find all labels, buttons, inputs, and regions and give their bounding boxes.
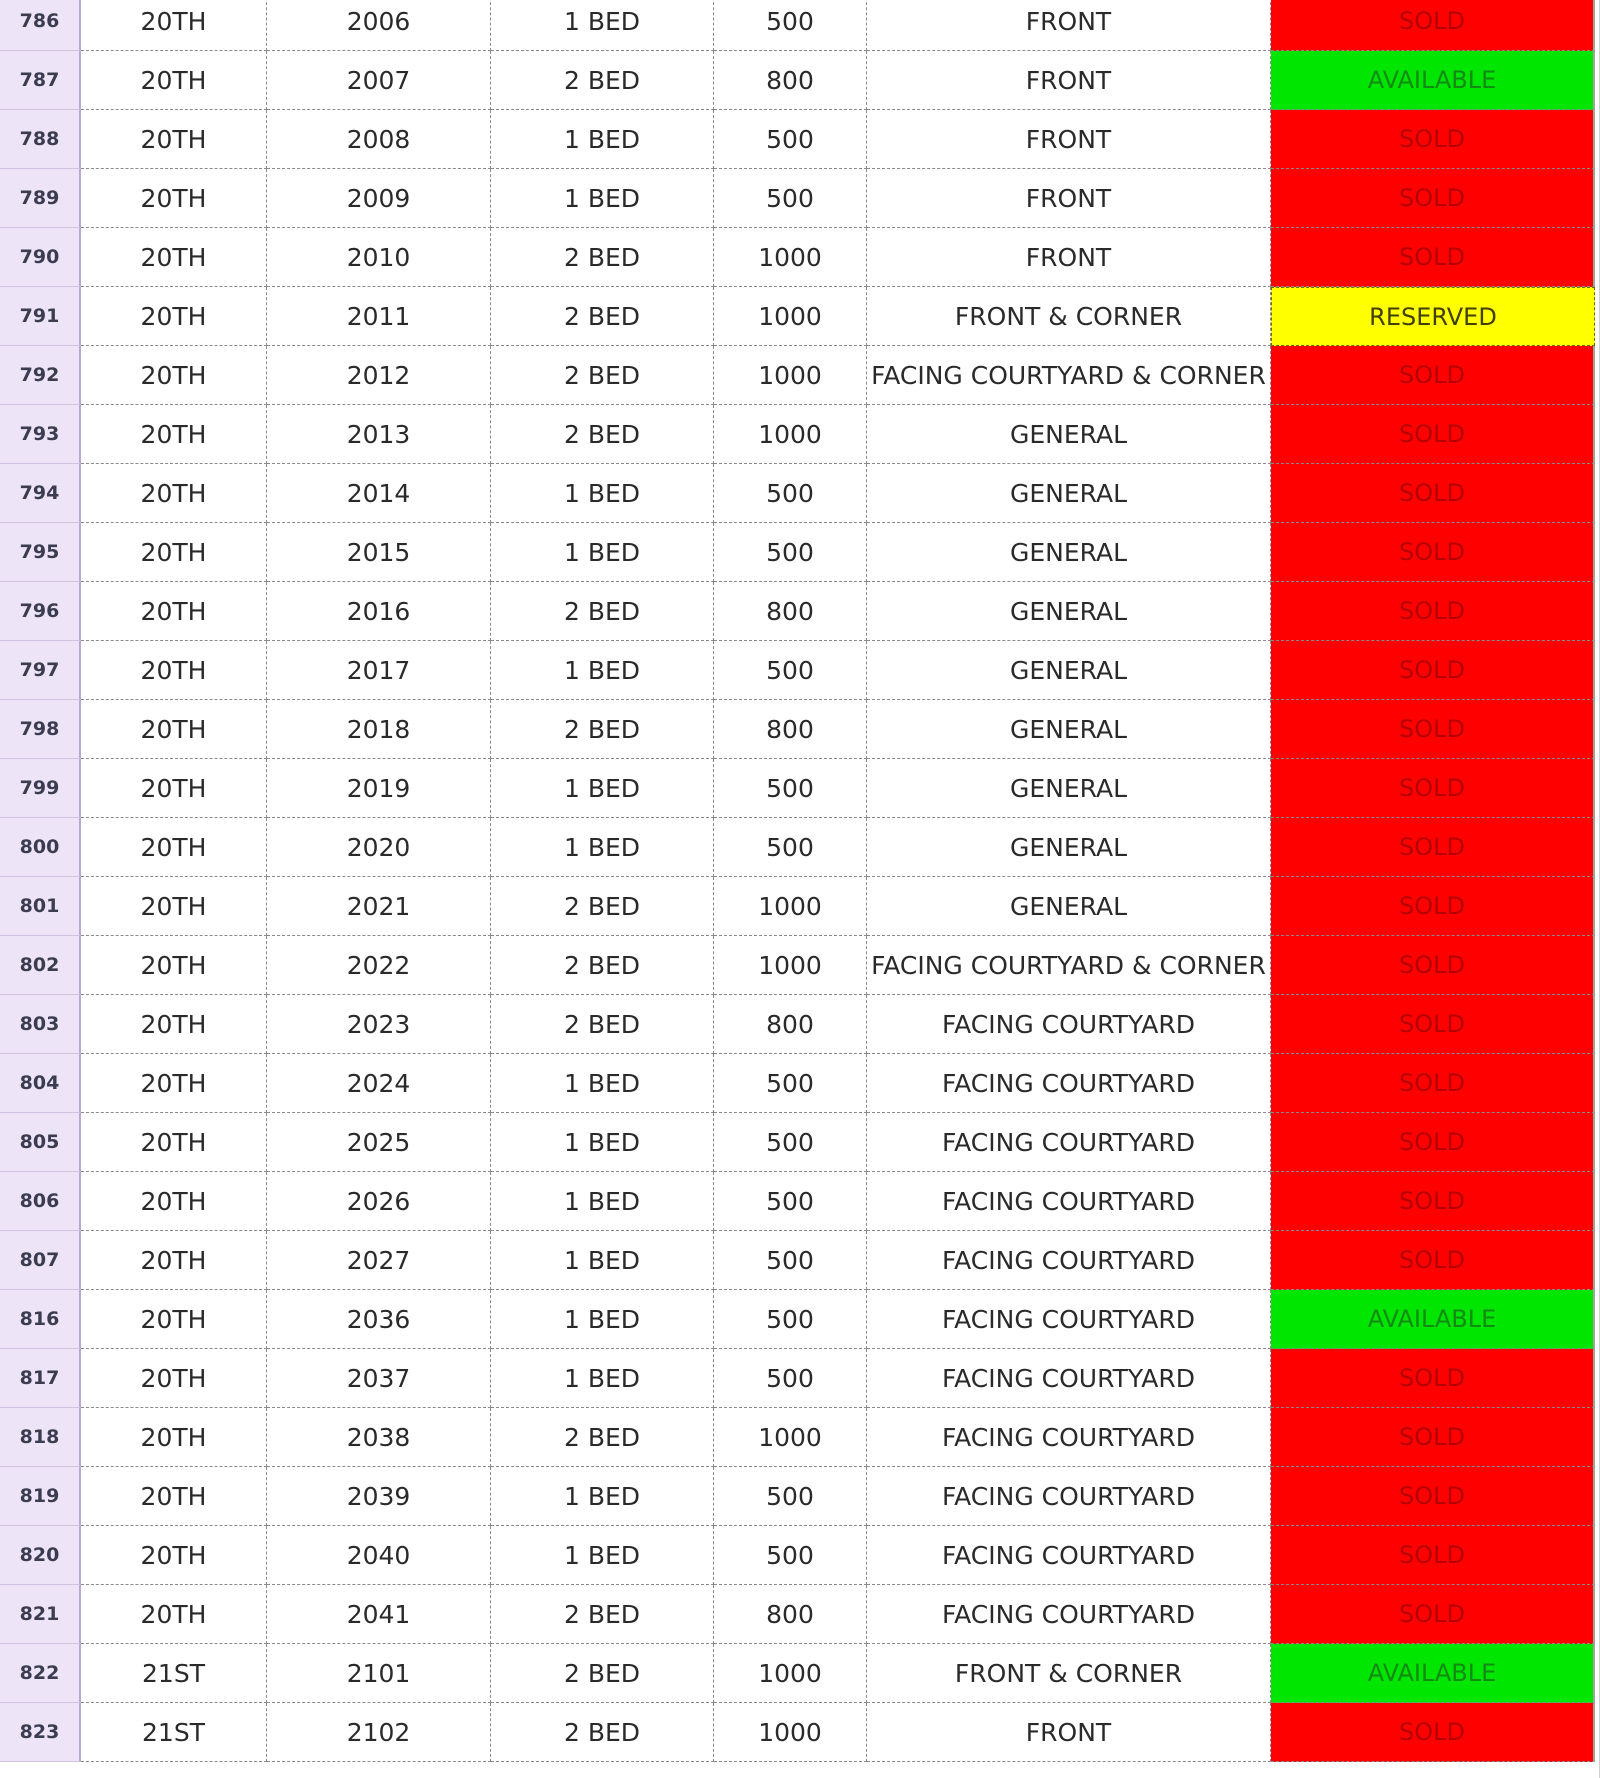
floor-cell[interactable]: 20TH [81,1113,267,1172]
view-cell[interactable]: FACING COURTYARD [867,1467,1271,1526]
floor-cell[interactable]: 20TH [81,700,267,759]
row-header[interactable]: 789 [0,169,81,228]
row-header[interactable]: 820 [0,1526,81,1585]
size-cell[interactable]: 1000 [714,877,867,936]
size-cell[interactable]: 500 [714,1467,867,1526]
unit-number-cell[interactable]: 2022 [267,936,491,995]
row-header[interactable]: 791 [0,287,81,346]
status-cell[interactable]: SOLD [1271,936,1595,995]
row-header[interactable]: 795 [0,523,81,582]
floor-cell[interactable]: 20TH [81,1054,267,1113]
row-header[interactable]: 787 [0,51,81,110]
view-cell[interactable]: FACING COURTYARD & CORNER [867,936,1271,995]
row-header[interactable]: 796 [0,582,81,641]
row-header[interactable]: 794 [0,464,81,523]
floor-cell[interactable]: 20TH [81,523,267,582]
status-cell[interactable]: SOLD [1271,1467,1595,1526]
status-cell[interactable]: SOLD [1271,523,1595,582]
unit-type-cell[interactable]: 1 BED [491,0,714,51]
status-cell[interactable]: SOLD [1271,700,1595,759]
unit-type-cell[interactable]: 2 BED [491,51,714,110]
row-header[interactable]: 801 [0,877,81,936]
view-cell[interactable]: FACING COURTYARD [867,1172,1271,1231]
unit-type-cell[interactable]: 2 BED [491,228,714,287]
floor-cell[interactable]: 20TH [81,641,267,700]
unit-type-cell[interactable]: 2 BED [491,287,714,346]
view-cell[interactable]: FRONT [867,51,1271,110]
floor-cell[interactable]: 20TH [81,0,267,51]
floor-cell[interactable]: 20TH [81,936,267,995]
size-cell[interactable]: 500 [714,1054,867,1113]
floor-cell[interactable]: 20TH [81,228,267,287]
unit-number-cell[interactable]: 2026 [267,1172,491,1231]
status-cell[interactable]: AVAILABLE [1271,1644,1595,1703]
floor-cell[interactable]: 20TH [81,1408,267,1467]
unit-type-cell[interactable]: 2 BED [491,700,714,759]
view-cell[interactable]: FACING COURTYARD [867,1349,1271,1408]
view-cell[interactable]: FACING COURTYARD [867,1526,1271,1585]
size-cell[interactable]: 800 [714,995,867,1054]
row-header[interactable]: 802 [0,936,81,995]
view-cell[interactable]: FACING COURTYARD [867,1408,1271,1467]
row-header[interactable]: 799 [0,759,81,818]
unit-type-cell[interactable]: 1 BED [491,1526,714,1585]
row-header[interactable]: 818 [0,1408,81,1467]
size-cell[interactable]: 500 [714,1172,867,1231]
status-cell[interactable]: SOLD [1271,110,1595,169]
size-cell[interactable]: 500 [714,759,867,818]
status-cell[interactable]: SOLD [1271,995,1595,1054]
unit-number-cell[interactable]: 2015 [267,523,491,582]
floor-cell[interactable]: 20TH [81,1172,267,1231]
unit-number-cell[interactable]: 2020 [267,818,491,877]
status-cell[interactable]: SOLD [1271,1585,1595,1644]
unit-number-cell[interactable]: 2013 [267,405,491,464]
unit-number-cell[interactable]: 2021 [267,877,491,936]
size-cell[interactable]: 800 [714,582,867,641]
view-cell[interactable]: FACING COURTYARD [867,1585,1271,1644]
status-cell[interactable]: RESERVED [1271,287,1595,346]
row-header[interactable]: 786 [0,0,81,51]
unit-type-cell[interactable]: 1 BED [491,1349,714,1408]
view-cell[interactable]: FRONT [867,228,1271,287]
floor-cell[interactable]: 20TH [81,405,267,464]
status-cell[interactable]: SOLD [1271,0,1595,51]
status-cell[interactable]: SOLD [1271,346,1595,405]
floor-cell[interactable]: 20TH [81,759,267,818]
floor-cell[interactable]: 20TH [81,1290,267,1349]
status-cell[interactable]: SOLD [1271,641,1595,700]
unit-type-cell[interactable]: 2 BED [491,1585,714,1644]
view-cell[interactable]: GENERAL [867,464,1271,523]
view-cell[interactable]: GENERAL [867,700,1271,759]
unit-number-cell[interactable]: 2037 [267,1349,491,1408]
unit-type-cell[interactable]: 2 BED [491,582,714,641]
view-cell[interactable]: GENERAL [867,877,1271,936]
size-cell[interactable]: 1000 [714,405,867,464]
unit-type-cell[interactable]: 2 BED [491,877,714,936]
size-cell[interactable]: 500 [714,523,867,582]
unit-number-cell[interactable]: 2025 [267,1113,491,1172]
view-cell[interactable]: FRONT [867,169,1271,228]
unit-number-cell[interactable]: 2019 [267,759,491,818]
unit-type-cell[interactable]: 1 BED [491,1054,714,1113]
floor-cell[interactable]: 20TH [81,1526,267,1585]
unit-type-cell[interactable]: 1 BED [491,1290,714,1349]
row-header[interactable]: 798 [0,700,81,759]
view-cell[interactable]: GENERAL [867,818,1271,877]
view-cell[interactable]: FACING COURTYARD [867,1113,1271,1172]
unit-number-cell[interactable]: 2038 [267,1408,491,1467]
status-cell[interactable]: SOLD [1271,1113,1595,1172]
size-cell[interactable]: 500 [714,818,867,877]
floor-cell[interactable]: 20TH [81,464,267,523]
row-header[interactable]: 806 [0,1172,81,1231]
unit-type-cell[interactable]: 1 BED [491,1172,714,1231]
unit-type-cell[interactable]: 1 BED [491,1113,714,1172]
row-header[interactable]: 803 [0,995,81,1054]
size-cell[interactable]: 500 [714,169,867,228]
unit-type-cell[interactable]: 1 BED [491,759,714,818]
unit-number-cell[interactable]: 2014 [267,464,491,523]
unit-type-cell[interactable]: 1 BED [491,464,714,523]
status-cell[interactable]: SOLD [1271,1349,1595,1408]
view-cell[interactable]: FACING COURTYARD [867,1054,1271,1113]
unit-number-cell[interactable]: 2102 [267,1703,491,1762]
unit-number-cell[interactable]: 2012 [267,346,491,405]
floor-cell[interactable]: 20TH [81,995,267,1054]
view-cell[interactable]: FACING COURTYARD [867,995,1271,1054]
unit-type-cell[interactable]: 1 BED [491,1231,714,1290]
unit-type-cell[interactable]: 2 BED [491,1703,714,1762]
size-cell[interactable]: 800 [714,1585,867,1644]
size-cell[interactable]: 1000 [714,1703,867,1762]
size-cell[interactable]: 1000 [714,936,867,995]
view-cell[interactable]: GENERAL [867,405,1271,464]
floor-cell[interactable]: 20TH [81,110,267,169]
status-cell[interactable]: SOLD [1271,464,1595,523]
size-cell[interactable]: 500 [714,641,867,700]
unit-number-cell[interactable]: 2008 [267,110,491,169]
floor-cell[interactable]: 21ST [81,1703,267,1762]
size-cell[interactable]: 500 [714,464,867,523]
view-cell[interactable]: FACING COURTYARD [867,1290,1271,1349]
unit-number-cell[interactable]: 2041 [267,1585,491,1644]
status-cell[interactable]: SOLD [1271,759,1595,818]
unit-number-cell[interactable]: 2010 [267,228,491,287]
unit-type-cell[interactable]: 1 BED [491,1467,714,1526]
unit-type-cell[interactable]: 2 BED [491,346,714,405]
size-cell[interactable]: 1000 [714,228,867,287]
size-cell[interactable]: 800 [714,51,867,110]
status-cell[interactable]: AVAILABLE [1271,51,1595,110]
size-cell[interactable]: 500 [714,1231,867,1290]
view-cell[interactable]: FRONT [867,110,1271,169]
row-header[interactable]: 817 [0,1349,81,1408]
floor-cell[interactable]: 20TH [81,169,267,228]
row-header[interactable]: 793 [0,405,81,464]
size-cell[interactable]: 1000 [714,346,867,405]
unit-number-cell[interactable]: 2007 [267,51,491,110]
floor-cell[interactable]: 20TH [81,1467,267,1526]
unit-number-cell[interactable]: 2024 [267,1054,491,1113]
floor-cell[interactable]: 20TH [81,1585,267,1644]
row-header[interactable]: 788 [0,110,81,169]
floor-cell[interactable]: 20TH [81,51,267,110]
floor-cell[interactable]: 20TH [81,1349,267,1408]
status-cell[interactable]: SOLD [1271,1408,1595,1467]
view-cell[interactable]: GENERAL [867,641,1271,700]
unit-type-cell[interactable]: 1 BED [491,169,714,228]
row-header[interactable]: 804 [0,1054,81,1113]
row-header[interactable]: 816 [0,1290,81,1349]
unit-number-cell[interactable]: 2027 [267,1231,491,1290]
unit-number-cell[interactable]: 2009 [267,169,491,228]
row-header[interactable]: 792 [0,346,81,405]
row-header[interactable]: 800 [0,818,81,877]
floor-cell[interactable]: 20TH [81,877,267,936]
status-cell[interactable]: SOLD [1271,228,1595,287]
size-cell[interactable]: 1000 [714,287,867,346]
status-cell[interactable]: SOLD [1271,1172,1595,1231]
size-cell[interactable]: 500 [714,1349,867,1408]
status-cell[interactable]: SOLD [1271,1703,1595,1762]
row-header[interactable]: 805 [0,1113,81,1172]
unit-type-cell[interactable]: 2 BED [491,1408,714,1467]
status-cell[interactable]: SOLD [1271,1526,1595,1585]
unit-type-cell[interactable]: 2 BED [491,936,714,995]
size-cell[interactable]: 500 [714,1290,867,1349]
unit-number-cell[interactable]: 2040 [267,1526,491,1585]
floor-cell[interactable]: 21ST [81,1644,267,1703]
unit-number-cell[interactable]: 2006 [267,0,491,51]
unit-type-cell[interactable]: 1 BED [491,818,714,877]
view-cell[interactable]: FRONT [867,0,1271,51]
status-cell[interactable]: SOLD [1271,818,1595,877]
size-cell[interactable]: 500 [714,0,867,51]
unit-type-cell[interactable]: 1 BED [491,110,714,169]
unit-number-cell[interactable]: 2036 [267,1290,491,1349]
status-cell[interactable]: SOLD [1271,877,1595,936]
view-cell[interactable]: FRONT [867,1703,1271,1762]
view-cell[interactable]: FRONT & CORNER [867,1644,1271,1703]
unit-type-cell[interactable]: 2 BED [491,405,714,464]
status-cell[interactable]: SOLD [1271,582,1595,641]
unit-number-cell[interactable]: 2018 [267,700,491,759]
status-cell[interactable]: SOLD [1271,405,1595,464]
unit-type-cell[interactable]: 1 BED [491,523,714,582]
row-header[interactable]: 822 [0,1644,81,1703]
view-cell[interactable]: GENERAL [867,523,1271,582]
unit-type-cell[interactable]: 2 BED [491,995,714,1054]
unit-number-cell[interactable]: 2039 [267,1467,491,1526]
view-cell[interactable]: FRONT & CORNER [867,287,1271,346]
unit-type-cell[interactable]: 2 BED [491,1644,714,1703]
status-cell[interactable]: SOLD [1271,1231,1595,1290]
status-cell[interactable]: AVAILABLE [1271,1290,1595,1349]
floor-cell[interactable]: 20TH [81,818,267,877]
floor-cell[interactable]: 20TH [81,346,267,405]
status-cell[interactable]: SOLD [1271,1054,1595,1113]
size-cell[interactable]: 1000 [714,1408,867,1467]
unit-number-cell[interactable]: 2101 [267,1644,491,1703]
size-cell[interactable]: 1000 [714,1644,867,1703]
row-header[interactable]: 819 [0,1467,81,1526]
unit-number-cell[interactable]: 2017 [267,641,491,700]
floor-cell[interactable]: 20TH [81,287,267,346]
size-cell[interactable]: 800 [714,700,867,759]
unit-number-cell[interactable]: 2023 [267,995,491,1054]
view-cell[interactable]: GENERAL [867,759,1271,818]
size-cell[interactable]: 500 [714,1526,867,1585]
row-header[interactable]: 821 [0,1585,81,1644]
floor-cell[interactable]: 20TH [81,582,267,641]
view-cell[interactable]: GENERAL [867,582,1271,641]
unit-number-cell[interactable]: 2011 [267,287,491,346]
status-cell[interactable]: SOLD [1271,169,1595,228]
size-cell[interactable]: 500 [714,110,867,169]
unit-type-cell[interactable]: 1 BED [491,641,714,700]
row-header[interactable]: 797 [0,641,81,700]
row-header[interactable]: 823 [0,1703,81,1762]
row-header[interactable]: 807 [0,1231,81,1290]
row-header[interactable]: 790 [0,228,81,287]
unit-number-cell[interactable]: 2016 [267,582,491,641]
floor-cell[interactable]: 20TH [81,1231,267,1290]
size-cell[interactable]: 500 [714,1113,867,1172]
view-cell[interactable]: FACING COURTYARD [867,1231,1271,1290]
view-cell[interactable]: FACING COURTYARD & CORNER [867,346,1271,405]
